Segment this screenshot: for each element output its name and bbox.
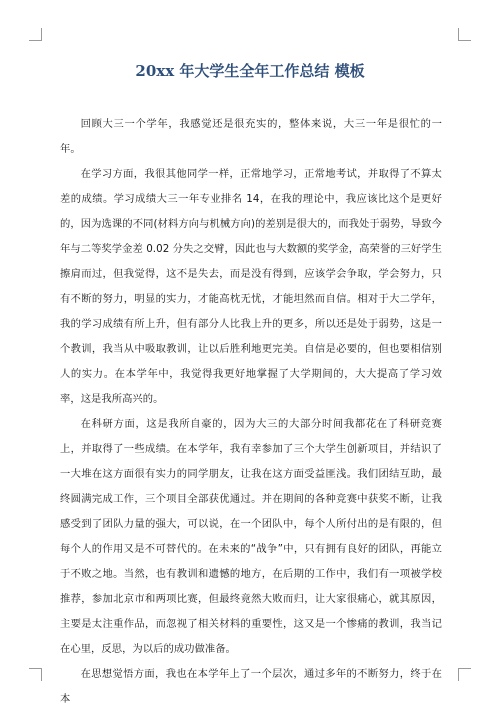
paragraph-intro: 回顾大三一个学年，我感觉还是很充实的，整体来说，大三一年是很忙的一年。 [60, 118, 442, 155]
document-title: 20xx 年大学生全年工作总结 模板 [135, 62, 365, 80]
document-body [60, 112, 442, 712]
crop-mark-bottom-left [29, 668, 42, 681]
paragraph-study: 在学习方面，我很其他同学一样，正常地学习，正常地考试，并取得了不算太差的成绩。学习成绩大三一年专业排名 14，在我的理论中，我应该比这个是更好的，因为选课的不同(材料方向与机械方向)的差别是很大的，而我处于弱势，导致今年与二等奖学金差 0.02 分失之交臂，因此也与大数额的奖学金，高荣誉的三好学生擦肩而过，但我觉得，这不是失去，而是没有得到，应该学会争取，学会努力，只有不断的努力，明显的实力，才能高枕无忧，才能坦然而自信。相对于大二学年，我的学习成绩有所上升，但有部分人比我上升的更多，所以还是处于弱势，这是一个教训，我当从中吸取教训，让以后胜利地更完美。自信是必要的，但也要相信别人的实力。在本学年中，我觉得我更好地掌握了大学期间的，大大提高了学习效率，这是我所高兴的。 [60, 168, 442, 405]
crop-mark-top-right [458, 28, 471, 41]
paragraph-research: 在科研方面，这是我所自豪的，因为大三的大部分时间我都花在了科研竞赛上，并取得了一些成绩。在本学年，我有幸参加了三个大学生创新项目，并结识了一大堆在这方面很有实力的同学朋友，让我在这方面受益匪浅。我们团结互助，最终圆满完成工作，三个项目全部获优通过。并在期间的各种竞赛中获奖不断，让我感受到了团队力量的强大，可以说，在一个团队中，每个人所付出的是有限的，但每个人的作用又是不可替代的。在未来的“战争”中，只有拥有良好的团队，再能立于不败之地。当然，也有教训和遗憾的地方，在后期的工作中，我们有一项被学校推荐，参加北京市和两项比赛，但最终竟然大败而归，让大家很痛心，就其原因，主要是太注重作品，而忽视了相关材料的重要性，这又是一个惨痛的教训，我当记在心里，反思，为以后的成功做准备。 [60, 418, 442, 655]
crop-mark-bottom-right [458, 668, 471, 681]
crop-mark-top-left [29, 28, 42, 41]
paragraph-ideology: 在思想觉悟方面，我也在本学年上了一个层次，通过多年的不断努力，终于在本 [60, 668, 442, 705]
